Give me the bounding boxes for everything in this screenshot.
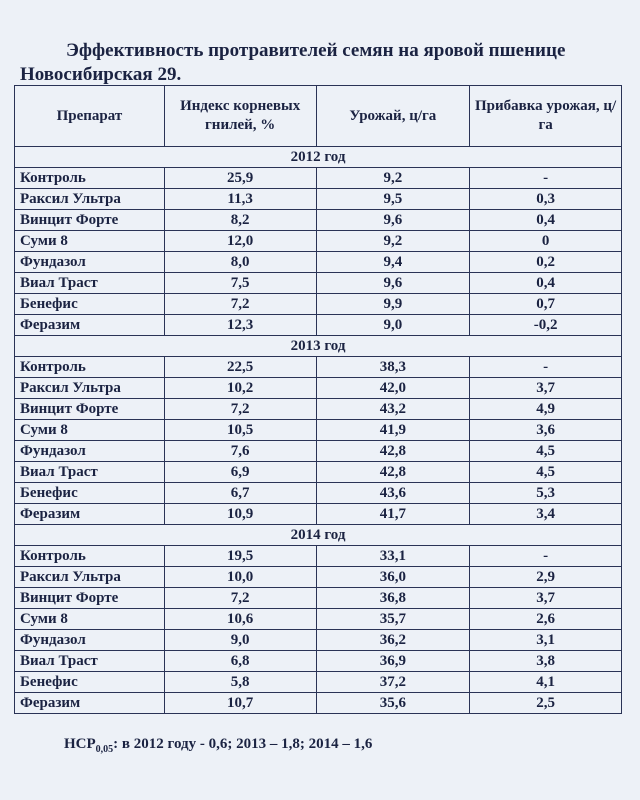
cell-preparation: Винцит Форте <box>15 588 165 609</box>
table-row <box>15 462 622 483</box>
cell-yield-increase: 0,7 <box>470 294 622 315</box>
cell-yield: 9,4 <box>316 252 470 273</box>
cell-root-rot-index: 7,5 <box>164 273 316 294</box>
cell-preparation: Виал Траст <box>15 651 165 672</box>
table-row <box>15 504 622 525</box>
cell-yield: 9,6 <box>316 273 470 294</box>
cell-yield: 36,2 <box>316 630 470 651</box>
table-row <box>15 210 622 231</box>
cell-root-rot-index: 10,0 <box>164 567 316 588</box>
cell-root-rot-index: 8,0 <box>164 252 316 273</box>
header-preparation: Препарат <box>15 86 165 147</box>
cell-yield: 41,7 <box>316 504 470 525</box>
table-row <box>15 630 622 651</box>
cell-root-rot-index: 7,2 <box>164 294 316 315</box>
cell-yield-increase: 3,1 <box>470 630 622 651</box>
cell-root-rot-index: 5,8 <box>164 672 316 693</box>
cell-root-rot-index: 9,0 <box>164 630 316 651</box>
cell-yield: 35,6 <box>316 693 470 714</box>
cell-yield: 43,2 <box>316 399 470 420</box>
table-row <box>15 168 622 189</box>
table-row <box>15 252 622 273</box>
cell-preparation: Раксил Ультра <box>15 189 165 210</box>
cell-yield-increase: 3,7 <box>470 378 622 399</box>
cell-yield-increase: 0,4 <box>470 210 622 231</box>
cell-yield-increase: - <box>470 168 622 189</box>
footnote-label: НСР <box>64 736 96 752</box>
cell-preparation: Феразим <box>15 693 165 714</box>
cell-yield-increase: 5,3 <box>470 483 622 504</box>
cell-yield: 38,3 <box>316 357 470 378</box>
table-row <box>15 651 622 672</box>
cell-yield-increase: 2,5 <box>470 693 622 714</box>
cell-preparation: Суми 8 <box>15 231 165 252</box>
table-row <box>15 441 622 462</box>
cell-yield: 9,2 <box>316 168 470 189</box>
cell-yield: 33,1 <box>316 546 470 567</box>
cell-preparation: Бенефис <box>15 294 165 315</box>
table-header-row <box>15 86 622 147</box>
cell-yield: 41,9 <box>316 420 470 441</box>
cell-preparation: Феразим <box>15 315 165 336</box>
cell-yield: 9,0 <box>316 315 470 336</box>
cell-preparation: Бенефис <box>15 672 165 693</box>
header-root-rot-index: Индекс корневых гнилей, % <box>164 86 316 147</box>
cell-root-rot-index: 7,2 <box>164 588 316 609</box>
cell-root-rot-index: 12,3 <box>164 315 316 336</box>
cell-root-rot-index: 10,5 <box>164 420 316 441</box>
cell-yield: 42,8 <box>316 462 470 483</box>
cell-preparation: Контроль <box>15 168 165 189</box>
table-row <box>15 315 622 336</box>
cell-root-rot-index: 8,2 <box>164 210 316 231</box>
cell-yield: 43,6 <box>316 483 470 504</box>
document-title-line1: Эффективность протравителей семян на яровой пшенице <box>66 40 566 61</box>
footnote-text: : в 2012 году - 0,6; 2013 – 1,8; 2014 – 1,6 <box>113 736 373 752</box>
table-row <box>15 588 622 609</box>
cell-yield-increase: 2,6 <box>470 609 622 630</box>
cell-yield: 37,2 <box>316 672 470 693</box>
cell-yield-increase: -0,2 <box>470 315 622 336</box>
year-row <box>15 336 622 357</box>
cell-yield: 9,9 <box>316 294 470 315</box>
table-row <box>15 672 622 693</box>
year-row <box>15 147 622 168</box>
table-row <box>15 231 622 252</box>
cell-yield-increase: 3,7 <box>470 588 622 609</box>
cell-root-rot-index: 6,9 <box>164 462 316 483</box>
cell-preparation: Винцит Форте <box>15 210 165 231</box>
cell-yield: 9,5 <box>316 189 470 210</box>
cell-yield-increase: 4,5 <box>470 462 622 483</box>
table-row <box>15 546 622 567</box>
year-label: 2012 год <box>15 147 622 168</box>
cell-yield-increase: 3,4 <box>470 504 622 525</box>
table-row <box>15 693 622 714</box>
cell-root-rot-index: 6,7 <box>164 483 316 504</box>
cell-yield-increase: 0,3 <box>470 189 622 210</box>
cell-yield: 36,8 <box>316 588 470 609</box>
cell-preparation: Суми 8 <box>15 420 165 441</box>
year-label: 2014 год <box>15 525 622 546</box>
footnote-subscript: 0,05 <box>95 744 114 755</box>
header-yield: Урожай, ц/га <box>316 86 470 147</box>
cell-root-rot-index: 19,5 <box>164 546 316 567</box>
cell-preparation: Контроль <box>15 546 165 567</box>
table-row <box>15 273 622 294</box>
cell-yield-increase: 2,9 <box>470 567 622 588</box>
table-row <box>15 483 622 504</box>
cell-yield: 36,9 <box>316 651 470 672</box>
cell-yield-increase: 4,1 <box>470 672 622 693</box>
table-row <box>15 378 622 399</box>
table-row <box>15 567 622 588</box>
cell-yield: 36,0 <box>316 567 470 588</box>
cell-root-rot-index: 10,6 <box>164 609 316 630</box>
table-body <box>15 147 622 714</box>
cell-root-rot-index: 7,6 <box>164 441 316 462</box>
year-row <box>15 525 622 546</box>
cell-yield-increase: 4,9 <box>470 399 622 420</box>
table-row <box>15 399 622 420</box>
cell-preparation: Феразим <box>15 504 165 525</box>
cell-root-rot-index: 10,9 <box>164 504 316 525</box>
cell-root-rot-index: 11,3 <box>164 189 316 210</box>
cell-preparation: Фундазол <box>15 630 165 651</box>
table-row <box>15 609 622 630</box>
year-label: 2013 год <box>15 336 622 357</box>
cell-preparation: Фундазол <box>15 441 165 462</box>
cell-yield-increase: 0,4 <box>470 273 622 294</box>
header-yield-increase: Прибавка урожая, ц/га <box>470 86 622 147</box>
cell-root-rot-index: 12,0 <box>164 231 316 252</box>
cell-yield-increase: 4,5 <box>470 441 622 462</box>
table-row <box>15 294 622 315</box>
cell-yield: 9,2 <box>316 231 470 252</box>
cell-yield-increase: 0 <box>470 231 622 252</box>
cell-root-rot-index: 25,9 <box>164 168 316 189</box>
cell-preparation: Раксил Ультра <box>15 567 165 588</box>
cell-preparation: Раксил Ультра <box>15 378 165 399</box>
cell-preparation: Виал Траст <box>15 462 165 483</box>
results-table <box>14 85 622 714</box>
cell-yield-increase: 3,8 <box>470 651 622 672</box>
document-title-line2: Новосибирская 29. <box>20 64 182 85</box>
cell-root-rot-index: 10,7 <box>164 693 316 714</box>
cell-preparation: Контроль <box>15 357 165 378</box>
cell-yield-increase: 0,2 <box>470 252 622 273</box>
cell-preparation: Суми 8 <box>15 609 165 630</box>
cell-preparation: Виал Траст <box>15 273 165 294</box>
table-row <box>15 420 622 441</box>
table-row <box>15 189 622 210</box>
cell-root-rot-index: 22,5 <box>164 357 316 378</box>
cell-preparation: Бенефис <box>15 483 165 504</box>
cell-root-rot-index: 6,8 <box>164 651 316 672</box>
table-row <box>15 357 622 378</box>
cell-yield: 42,8 <box>316 441 470 462</box>
cell-yield: 9,6 <box>316 210 470 231</box>
cell-root-rot-index: 10,2 <box>164 378 316 399</box>
cell-preparation: Фундазол <box>15 252 165 273</box>
cell-yield-increase: - <box>470 357 622 378</box>
cell-yield-increase: - <box>470 546 622 567</box>
cell-yield-increase: 3,6 <box>470 420 622 441</box>
cell-yield: 42,0 <box>316 378 470 399</box>
cell-preparation: Винцит Форте <box>15 399 165 420</box>
footnote <box>64 736 372 755</box>
cell-root-rot-index: 7,2 <box>164 399 316 420</box>
cell-yield: 35,7 <box>316 609 470 630</box>
